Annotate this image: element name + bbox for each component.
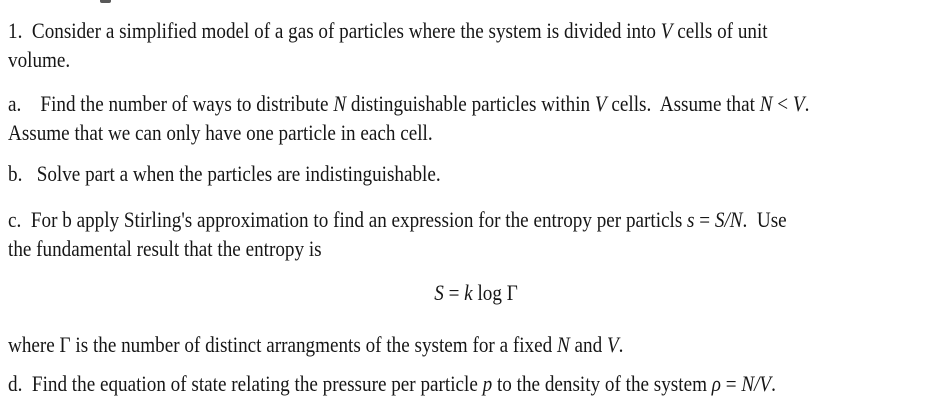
text-segment: Assume that we can only have one particle in each cell. bbox=[8, 120, 433, 145]
text-segment: cells. Assume that bbox=[606, 91, 760, 116]
part-c bbox=[8, 205, 952, 263]
text-line bbox=[8, 159, 952, 188]
math-variable: V bbox=[660, 18, 673, 43]
intro-paragraph bbox=[8, 16, 952, 74]
math-variable: s bbox=[687, 207, 695, 232]
text-line bbox=[8, 118, 952, 147]
math-variable: ρ bbox=[711, 371, 721, 396]
text-segment: and bbox=[569, 332, 607, 357]
math-variable: V bbox=[594, 91, 607, 116]
text-line bbox=[62, 278, 890, 307]
entropy-equation bbox=[62, 278, 890, 307]
text-segment: d. Find the equation of state relating the pressure per particle bbox=[8, 371, 483, 396]
part-d bbox=[8, 369, 952, 398]
math-variable: N bbox=[759, 91, 773, 116]
text-segment: = bbox=[720, 371, 742, 396]
text-line bbox=[8, 330, 952, 359]
math-variable: V bbox=[792, 91, 805, 116]
math-variable: N bbox=[333, 91, 347, 116]
text-segment: to the density of the system bbox=[492, 371, 712, 396]
text-segment: = bbox=[694, 207, 715, 232]
cutoff-text-artifact bbox=[100, 0, 111, 3]
text-segment: b. Solve part a when the particles are indistinguishable. bbox=[8, 161, 441, 186]
part-b bbox=[8, 159, 952, 188]
math-variable: N/V bbox=[741, 371, 772, 396]
text-segment: . bbox=[804, 91, 810, 116]
math-variable: V bbox=[606, 332, 619, 357]
text-line bbox=[8, 369, 952, 398]
text-segment: a. Find the number of ways to distribute bbox=[8, 91, 334, 116]
text-line bbox=[8, 89, 952, 118]
text-line bbox=[8, 205, 952, 234]
math-variable: p bbox=[482, 371, 493, 396]
gamma-note bbox=[8, 330, 952, 359]
text-segment: . bbox=[771, 371, 776, 396]
text-segment: < bbox=[772, 91, 793, 116]
math-variable: k bbox=[464, 280, 473, 305]
text-segment: c. For b apply Stirling's approximation to find an expression for the entropy per particls bbox=[8, 207, 688, 232]
part-a bbox=[8, 89, 952, 147]
text-segment: 1. Consider a simplified model of a gas of particles where the system is divided into bbox=[8, 18, 661, 43]
text-segment: = bbox=[443, 280, 465, 305]
math-variable: S/N bbox=[714, 207, 743, 232]
text-segment: log Γ bbox=[472, 280, 518, 305]
text-segment: distinguishable particles within bbox=[346, 91, 595, 116]
text-segment: . Use bbox=[742, 207, 787, 232]
text-line bbox=[8, 234, 952, 263]
math-variable: N bbox=[556, 332, 570, 357]
text-line bbox=[8, 16, 952, 45]
text-segment: the fundamental result that the entropy is bbox=[8, 236, 322, 261]
text-segment: where Γ is the number of distinct arrangments of the system for a fixed bbox=[8, 332, 557, 357]
math-variable: S bbox=[434, 280, 444, 305]
text-segment: volume. bbox=[8, 47, 71, 72]
text-segment: cells of unit bbox=[672, 18, 768, 43]
text-segment: . bbox=[618, 332, 624, 357]
text-line bbox=[8, 45, 952, 74]
